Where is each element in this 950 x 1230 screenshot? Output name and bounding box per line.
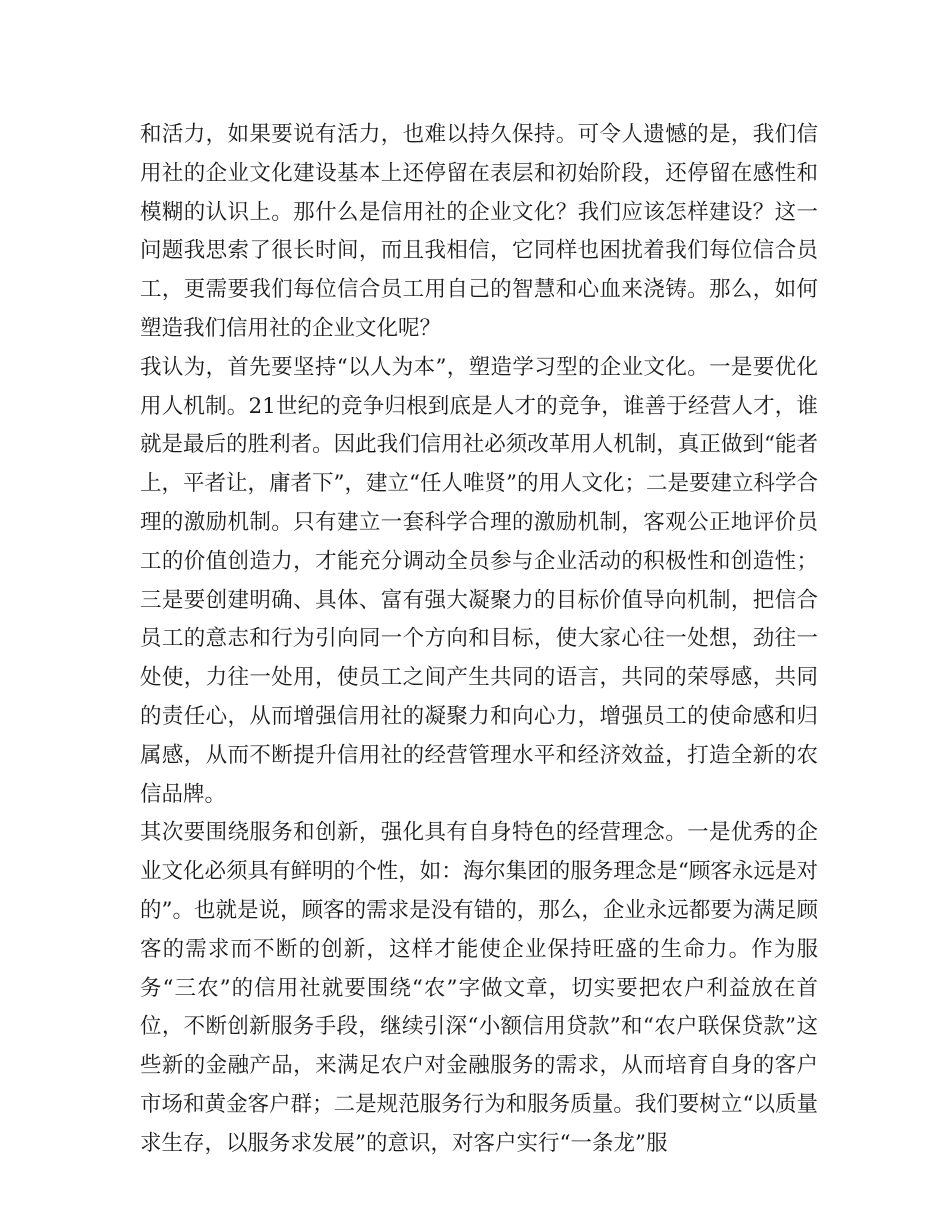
document-body [140, 116, 818, 1164]
paragraph-2: 我认为，首先要坚持“以人为本”，塑造学习型的企业文化。一是要优化用人机制。21世纪的竞争归根到底是人才的竞争，谁善于经营人才，谁就是最后的胜利者。因此我们信用社必须改革用人机制，真正做到“能者上，平者让，庸者下”，建立“任人唯贤”的用人文化；二是要建立科学合理的激励机制。只有建立一套科学合理的激励机制，客观公正地评价员工的价值创造力，才能充分调动全员参与企业活动的积极性和创造性；三是要创建明确、具体、富有强大凝聚力的目标价值导向机制，把信合员工的意志和行为引向同一个方向和目标，使大家心往一处想，劲往一处使，力往一处用，使员工之间产生共同的语言，共同的荣辱感，共同的责任心，从而增强信用社的凝聚力和向心力，增强员工的使命感和归属感，从而不断提升信用社的经营管理水平和经济效益，打造全新的农信品牌。 [140, 354, 818, 807]
paragraph-3: 其次要围绕服务和创新，强化具有自身特色的经营理念。一是优秀的企业文化必须具有鲜明的个性，如：海尔集团的服务理念是“顾客永远是对的”。也就是说，顾客的需求是没有错的，那么，企业永远都要为满足顾客的需求而不断的创新，这样才能使企业保持旺盛的生命力。作为服务“三农”的信用社就要围绕“农”字做文章，切实要把农户利益放在首位，不断创新服务手段，继续引深“小额信用贷款”和“农户联保贷款”这些新的金融产品，来满足农户对金融服务的需求，从而培育自身的客户市场和黄金客户群；二是规范服务行为和服务质量。我们要树立“以质量求生存，以服务求发展”的意识，对客户实行“一条龙”服 [140, 820, 818, 1156]
paragraph-1: 和活力，如果要说有活力，也难以持久保持。可令人遗憾的是，我们信用社的企业文化建设基本上还停留在表层和初始阶段，还停留在感性和模糊的认识上。那什么是信用社的企业文化？我们应该怎样建设？这一问题我思索了很长时间，而且我相信，它同样也困扰着我们每位信合员工，更需要我们每位信合员工用自己的智慧和心血来浇铸。那么，如何塑造我们信用社的企业文化呢？ [140, 122, 818, 341]
